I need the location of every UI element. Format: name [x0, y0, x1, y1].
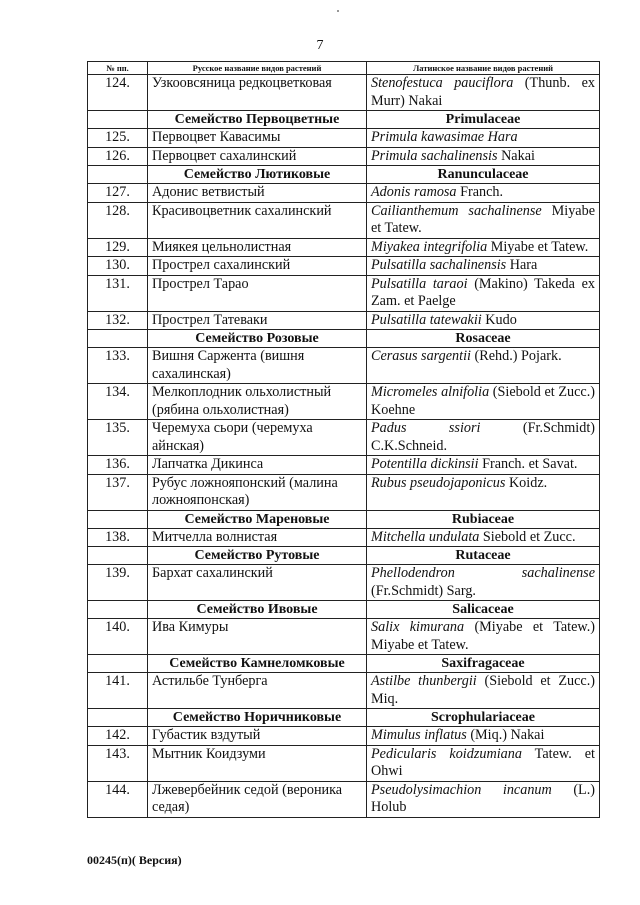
species-row [88, 384, 600, 420]
species-russian-name: Прострел сахалинский [148, 257, 367, 276]
species-russian-name: Первоцвет сахалинский [148, 147, 367, 166]
species-row [88, 619, 600, 655]
species-russian-name: Бархат сахалинский [148, 565, 367, 601]
family-number-cell [88, 601, 148, 619]
species-latin-genus-epithet: Adonis ramosa [371, 184, 457, 200]
species-latin-name [367, 745, 600, 781]
species-russian-name: Прострел Татеваки [148, 311, 367, 330]
species-number: 133. [88, 348, 148, 384]
species-russian-name: Митчелла волнистая [148, 528, 367, 547]
species-number: 125. [88, 129, 148, 148]
species-latin-genus-epithet: Mitchella undulata [371, 528, 480, 545]
species-latin-authority: (Fr.Schmidt) C.K.Schneid. [371, 420, 596, 454]
species-russian-name: Астильбе Тунберга [148, 673, 367, 709]
species-russian-name: Адонис ветвистый [148, 184, 367, 203]
species-number: 128. [88, 202, 148, 238]
species-number: 141. [88, 673, 148, 709]
species-latin-name [367, 565, 600, 601]
species-latin-name [367, 75, 600, 111]
species-number: 127. [88, 184, 148, 203]
family-number-cell [88, 547, 148, 565]
family-row [88, 601, 600, 619]
species-row [88, 238, 600, 257]
species-latin-name [367, 781, 600, 817]
species-number: 132. [88, 311, 148, 330]
species-latin-name [367, 238, 600, 257]
family-russian-name: Семейство Мареновые [148, 510, 367, 528]
species-russian-name: Мытник Коидзуми [148, 745, 367, 781]
species-number: 138. [88, 528, 148, 547]
species-latin-authority: (Fr.Schmidt) Sarg. [371, 582, 476, 599]
species-latin-name [367, 257, 600, 276]
species-row [88, 184, 600, 203]
species-latin-genus-epithet: Primula sachalinensis [371, 147, 498, 164]
species-row [88, 528, 600, 547]
species-latin-authority: (Thunb. ex Murr) Nakai [371, 75, 595, 109]
family-row [88, 166, 600, 184]
family-latin-name: Saxifragaceae [367, 655, 600, 673]
page-number: 7 [316, 38, 324, 53]
species-russian-name: Лжевербейник седой (вероника седая) [148, 781, 367, 817]
species-number: 137. [88, 474, 148, 510]
species-latin-name [367, 202, 600, 238]
family-number-cell [88, 330, 148, 348]
species-latin-authority: Nakai [497, 147, 535, 164]
species-row [88, 420, 600, 456]
family-number-cell [88, 111, 148, 129]
scan-dot [337, 10, 339, 12]
species-latin-authority: (Miq.) Nakai [466, 727, 545, 743]
species-row [88, 311, 600, 330]
family-number-cell [88, 655, 148, 673]
species-latin-genus-epithet: Cerasus sargentii [371, 348, 471, 364]
species-number: 144. [88, 781, 148, 817]
species-latin-authority: Koidz. [505, 474, 548, 491]
family-latin-name: Primulaceae [367, 111, 600, 129]
header-number: № пп. [88, 62, 148, 75]
species-latin-name [367, 384, 600, 420]
family-number-cell [88, 510, 148, 528]
species-number: 143. [88, 745, 148, 781]
species-row [88, 474, 600, 510]
species-russian-name: Узкоовсяница редкоцветковая [148, 75, 367, 111]
species-latin-authority: (Siebold et Zucc.) Miq. [371, 673, 595, 707]
family-russian-name: Семейство Розовые [148, 330, 367, 348]
species-latin-authority: Tatew. et Ohwi [371, 745, 595, 779]
species-latin-authority: (Makino) Takeda ex Zam. et Paelge [371, 275, 595, 309]
species-latin-genus-epithet: Pulsatilla sachalinensis [371, 257, 507, 273]
species-latin-genus-epithet: Mimulus inflatus [371, 727, 467, 743]
species-row [88, 456, 600, 475]
family-latin-name: Ranunculaceae [367, 166, 600, 184]
species-latin-genus-epithet: Cailianthemum sachalinense [371, 202, 542, 219]
species-latin-name [367, 528, 600, 547]
species-russian-name: Миякея цельнолистная [148, 238, 367, 257]
species-latin-name [367, 184, 600, 203]
family-row [88, 510, 600, 528]
species-latin-genus-epithet: Primula kawasimae Hara [371, 129, 518, 145]
species-latin-name [367, 348, 600, 384]
family-russian-name: Семейство Первоцветные [148, 111, 367, 129]
species-table [87, 61, 600, 818]
species-russian-name: Вишня Саржента (вишня сахалинская) [148, 348, 367, 384]
family-latin-name: Scrophulariaceae [367, 709, 600, 727]
species-russian-name: Ива Кимуры [148, 619, 367, 655]
species-latin-genus-epithet: Astilbe thunbergii [371, 673, 477, 689]
species-latin-authority: (Miyabe et Tatew.) Miyabe et Tatew. [371, 619, 596, 653]
species-latin-name [367, 619, 600, 655]
species-latin-genus-epithet: Micromeles alnifolia [371, 384, 490, 400]
family-russian-name: Семейство Камнеломковые [148, 655, 367, 673]
species-latin-authority: Miyabe et Tatew. [487, 238, 589, 255]
species-latin-genus-epithet: Miyakea integrifolia [371, 238, 488, 255]
family-russian-name: Семейство Норичниковые [148, 709, 367, 727]
species-latin-genus-epithet: Rubus pseudojaponicus [371, 474, 506, 491]
family-row [88, 111, 600, 129]
species-latin-name [367, 129, 600, 148]
species-russian-name: Мелкоплодник ольхолистный (рябина ольхолистная) [148, 384, 367, 420]
species-russian-name: Рубус ложнояпонский (малина ложнояпонская) [148, 474, 367, 510]
species-row [88, 781, 600, 817]
species-latin-genus-epithet: Pedicularis koidzumiana [371, 745, 522, 762]
species-number: 131. [88, 275, 148, 311]
species-number: 142. [88, 727, 148, 746]
family-russian-name: Семейство Рутовые [148, 547, 367, 565]
species-latin-genus-epithet: Padus ssiori [371, 420, 481, 436]
species-latin-authority: (L.) Holub [371, 781, 595, 815]
species-latin-genus-epithet: Phellodendron sachalinense [371, 565, 595, 581]
species-latin-name [367, 474, 600, 510]
species-number: 124. [88, 75, 148, 111]
species-latin-authority: Franch. et Savat. [478, 456, 578, 472]
species-number: 135. [88, 420, 148, 456]
species-latin-authority: Franch. [456, 184, 504, 200]
header-latin-name: Латинское название видов растений [367, 62, 600, 75]
species-latin-name [367, 420, 600, 456]
species-row [88, 257, 600, 276]
species-row [88, 275, 600, 311]
species-number: 129. [88, 238, 148, 257]
species-number: 139. [88, 565, 148, 601]
species-latin-genus-epithet: Pulsatilla tatewakii [371, 311, 482, 328]
family-russian-name: Семейство Лютиковые [148, 166, 367, 184]
species-latin-authority: Hara [506, 257, 538, 273]
species-latin-name [367, 147, 600, 166]
species-latin-genus-epithet: Salix kimurana [371, 619, 465, 635]
species-row [88, 673, 600, 709]
family-latin-name: Salicaceae [367, 601, 600, 619]
species-latin-name [367, 456, 600, 475]
family-number-cell [88, 709, 148, 727]
species-row [88, 75, 600, 111]
species-row [88, 202, 600, 238]
species-russian-name: Лапчатка Дикинса [148, 456, 367, 475]
species-russian-name: Прострел Тарао [148, 275, 367, 311]
family-row [88, 547, 600, 565]
family-russian-name: Семейство Ивовые [148, 601, 367, 619]
family-latin-name: Rutaceae [367, 547, 600, 565]
species-latin-authority: (Siebold et Zucc.) Koehne [371, 384, 595, 418]
species-latin-genus-epithet: Pseudolysimachion incanum [371, 781, 552, 798]
species-row [88, 565, 600, 601]
species-russian-name: Черемуха сьори (черемуха айнская) [148, 420, 367, 456]
species-number: 130. [88, 257, 148, 276]
family-row [88, 655, 600, 673]
family-latin-name: Rosaceae [367, 330, 600, 348]
species-latin-authority: (Rehd.) Pojark. [470, 348, 562, 364]
footer-code: 00245(п)( Версия) [87, 853, 182, 867]
species-row [88, 745, 600, 781]
species-russian-name: Красивоцветник сахалинский [148, 202, 367, 238]
species-russian-name: Первоцвет Кавасимы [148, 129, 367, 148]
family-number-cell [88, 166, 148, 184]
species-row [88, 348, 600, 384]
family-row [88, 709, 600, 727]
table-body [88, 75, 600, 818]
table-header-row [88, 62, 600, 75]
species-number: 126. [88, 147, 148, 166]
species-latin-authority: Kudo [481, 311, 517, 328]
species-latin-name [367, 275, 600, 311]
species-latin-genus-epithet: Stenofestuca pauciflora [371, 75, 514, 91]
species-row [88, 147, 600, 166]
species-latin-name [367, 727, 600, 746]
species-latin-authority: Siebold et Zucc. [479, 528, 576, 545]
species-number: 136. [88, 456, 148, 475]
species-number: 140. [88, 619, 148, 655]
species-latin-name [367, 311, 600, 330]
species-russian-name: Губастик вздутый [148, 727, 367, 746]
species-row [88, 727, 600, 746]
family-row [88, 330, 600, 348]
species-row [88, 129, 600, 148]
species-latin-genus-epithet: Pulsatilla taraoi [371, 275, 468, 292]
family-latin-name: Rubiaceae [367, 510, 600, 528]
species-latin-authority: Miyabe et Tatew. [371, 202, 595, 236]
header-russian-name: Русское название видов растений [148, 62, 367, 75]
species-latin-name [367, 673, 600, 709]
species-latin-genus-epithet: Potentilla dickinsii [371, 456, 479, 472]
species-number: 134. [88, 384, 148, 420]
